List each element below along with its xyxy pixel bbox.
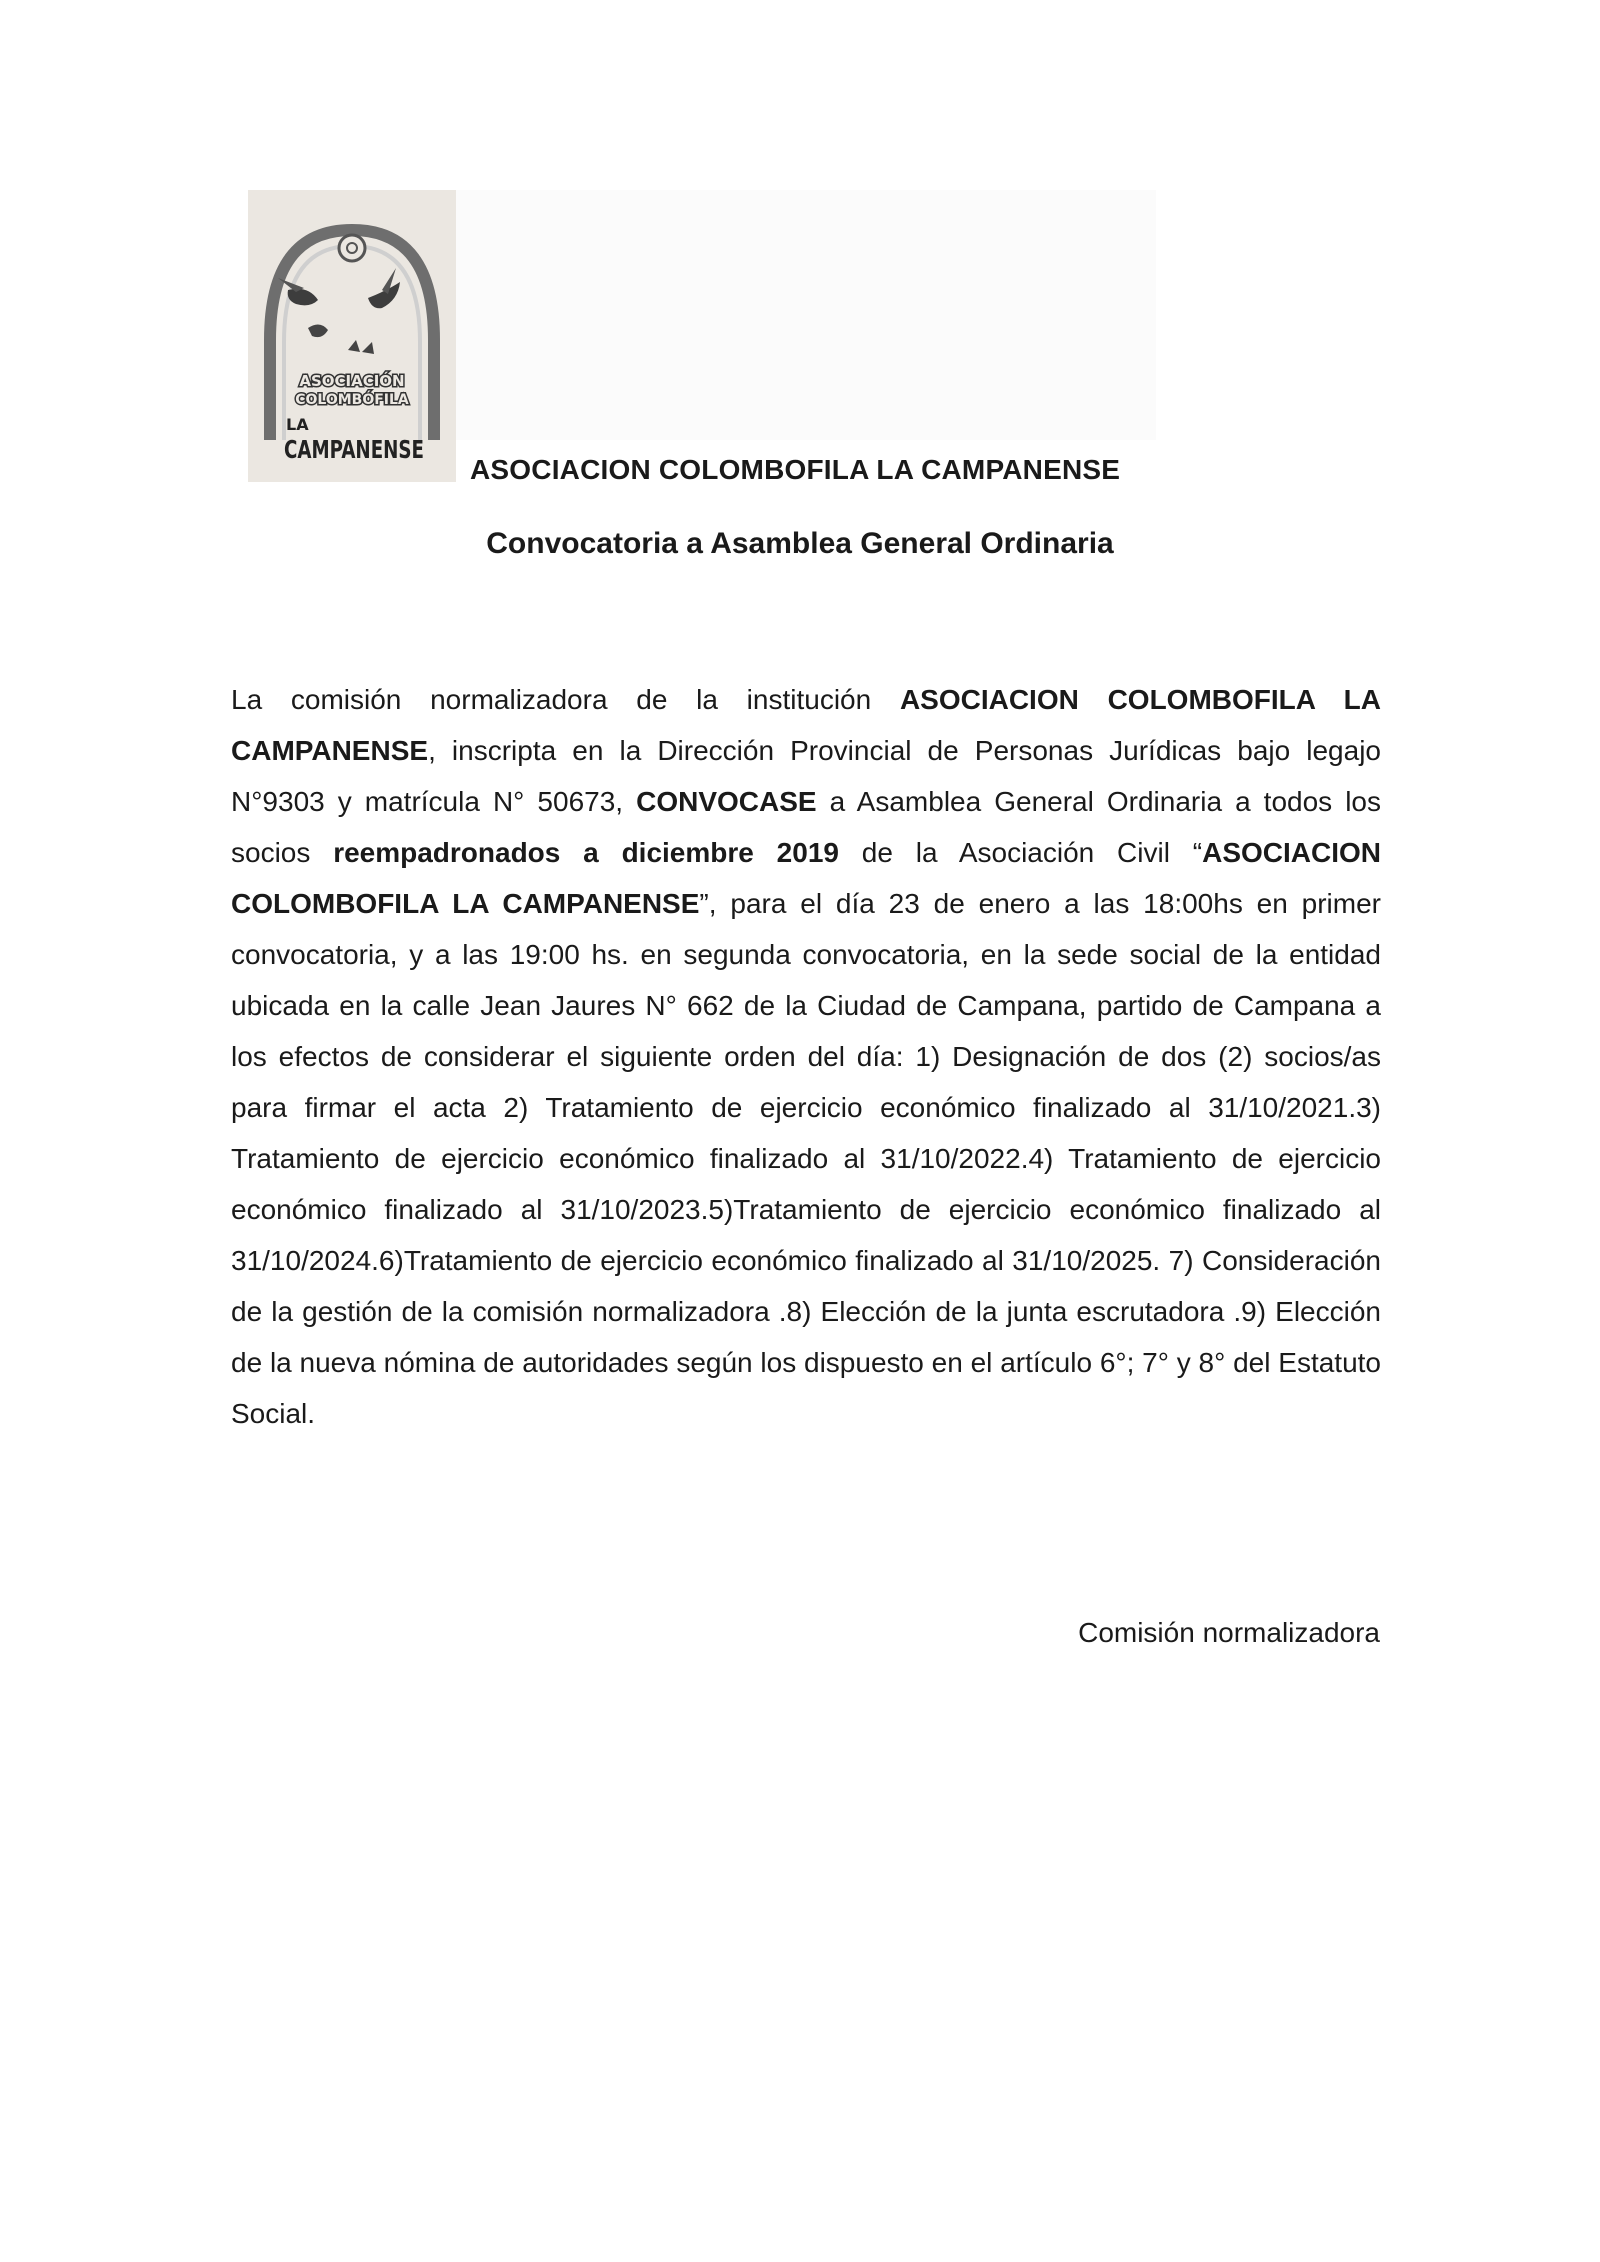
body-bold-org-name-2: ASOCIACION COLOMBOFILA LA CAMPANENSE <box>231 837 1381 919</box>
logo-text-line4: CAMPANENSE <box>284 435 424 464</box>
association-logo <box>248 190 456 482</box>
logo-text-line1: ASOCIACIÓN <box>299 372 405 390</box>
document-title: Convocatoria a Asamblea General Ordinaria <box>486 527 1114 560</box>
logo-text-line3: LA <box>286 415 309 434</box>
body-segment: de la Asociación Civil “ <box>838 837 1203 868</box>
logo-text-line2: COLOMBÓFILA <box>295 392 409 408</box>
body-segment: La comisión normalizadora de la institución <box>231 684 900 715</box>
body-bold-org-name: ASOCIACION COLOMBOFILA LA CAMPANENSE <box>231 684 1382 766</box>
body-segment: a Asamblea General Ordinaria a todos los socios <box>231 786 1382 868</box>
body-bold-reempadronados: reempadronados a diciembre 2019 <box>333 837 839 868</box>
body-bold-convocase: CONVOCASE <box>636 786 817 817</box>
logo-background-fade <box>456 190 1156 440</box>
convocation-body <box>231 674 1381 1439</box>
body-segment: , inscripta en la Dirección Provincial de Personas Jurídicas bajo legajo N°9303 y matrícula N° 50673, <box>231 735 1381 817</box>
organization-heading: ASOCIACION COLOMBOFILA LA CAMPANENSE <box>470 454 1121 485</box>
body-segment: ”, para el día 23 de enero a las 18:00hs en primer convocatoria, y a las 19:00 hs. en segunda convocatoria, en la sede social de la entidad ubicada en la calle Jean Jaures N° 662 de la Ciudad de Campana, partido de Campana a los efectos de considerar el siguiente orden del día: 1) Designación de dos (2) socios/as para firmar el acta 2) Tratamiento de ejercicio económico finalizado al 31/10/2021.3) Tratamiento de ejercicio económico finalizado al 31/10/2022.4) Tratamiento de ejercicio económico finalizado al 31/10/2023.5)Tratamiento de ejercicio económico finalizado al 31/10/2024.6)Tratamiento de ejercicio económico finalizado al 31/10/2025. 7) Consideración de la gestión de la comisión normalizadora .8) Elección de la junta escrutadora .9) Elección de la nueva nómina de autoridades según los dispuesto en el artículo 6°; 7° y 8° del Estatuto Social. <box>231 888 1381 1429</box>
signature-commission: Comisión normalizadora <box>1078 1617 1380 1648</box>
